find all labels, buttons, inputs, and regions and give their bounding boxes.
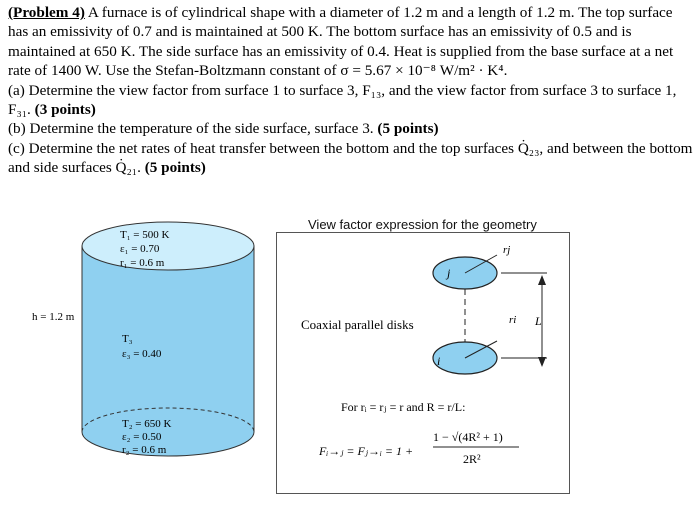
problem-paragraph xyxy=(8,3,696,81)
cylinder-figure xyxy=(0,210,260,504)
formula-denominator: 2R² xyxy=(463,452,481,466)
formula-numerator: 1 − √(4R² + 1) xyxy=(433,430,503,444)
part-a-text: (a) Determine the view factor from surface 1 to surface 3, F₁₃, and the view factor from surface 3 to surface 1, F₃₁. xyxy=(8,81,677,119)
bottom-emissivity: ε₂ = 0.50 xyxy=(122,431,162,443)
view-factor-panel xyxy=(276,232,570,494)
arrow-head-top xyxy=(538,275,546,285)
side-temperature: T₃ xyxy=(122,333,133,345)
part-b-text: (b) Determine the temperature of the side surface, surface 3. xyxy=(8,120,374,138)
view-factor-title: View factor expression for the geometry xyxy=(308,217,537,232)
part-c-text: (c) Determine the net rates of heat transfer between the bottom and the top surfaces Q̇₂₃, and between the bottom and side surfaces Q̇₂₁. xyxy=(8,139,693,177)
ri-label: ri xyxy=(509,314,517,326)
problem-heading: (Problem 4) xyxy=(8,4,85,21)
view-factor-svg xyxy=(277,233,569,493)
rj-label: rj xyxy=(503,244,511,256)
side-emissivity: ε₃ = 0.40 xyxy=(122,348,162,360)
problem-intro: A furnace is of cylindrical shape with a diameter of 1.2 m and a length of 1.2 m. The top surface has an emissivity of 0.7 and is maintained at 500 K. The bottom surface has an emissivity of 0.5 and is maintained at 650 K. The side surface has an emissivity of 0.4. Heat is supplied from the base surface at a net rate of 1400 W. Use the Stefan-Boltzmann constant of xyxy=(8,4,674,80)
part-a-points: (3 points) xyxy=(30,101,96,119)
part-b-points: (5 points) xyxy=(373,120,439,138)
part-a xyxy=(8,81,696,120)
problem-statement xyxy=(8,3,696,178)
disk-j-label: j xyxy=(447,266,451,280)
bottom-radius: r₂ = 0.6 m xyxy=(122,444,167,456)
formula-condition: For rᵢ = rⱼ = r and R = r/L: xyxy=(341,400,466,414)
part-c-points: (5 points) xyxy=(140,159,206,177)
top-temperature: T₁ = 500 K xyxy=(120,229,170,241)
L-label: L xyxy=(535,314,542,328)
top-radius: r₁ = 0.6 m xyxy=(120,257,165,269)
cylinder-svg xyxy=(0,210,260,504)
bottom-temperature: T₂ = 650 K xyxy=(122,418,172,430)
part-c xyxy=(8,139,696,178)
height-label: h = 1.2 m xyxy=(32,311,75,323)
top-emissivity: ε₁ = 0.70 xyxy=(120,243,160,255)
geometry-label: Coaxial parallel disks xyxy=(301,317,414,332)
formula-lhs: Fᵢ→ⱼ = Fⱼ→ᵢ = 1 + xyxy=(319,444,414,458)
disk-i-label: i xyxy=(437,354,441,368)
part-b xyxy=(8,119,696,138)
stefan-boltzmann-constant: σ = 5.67 × 10⁻⁸ W/m² · K⁴. xyxy=(340,62,508,80)
